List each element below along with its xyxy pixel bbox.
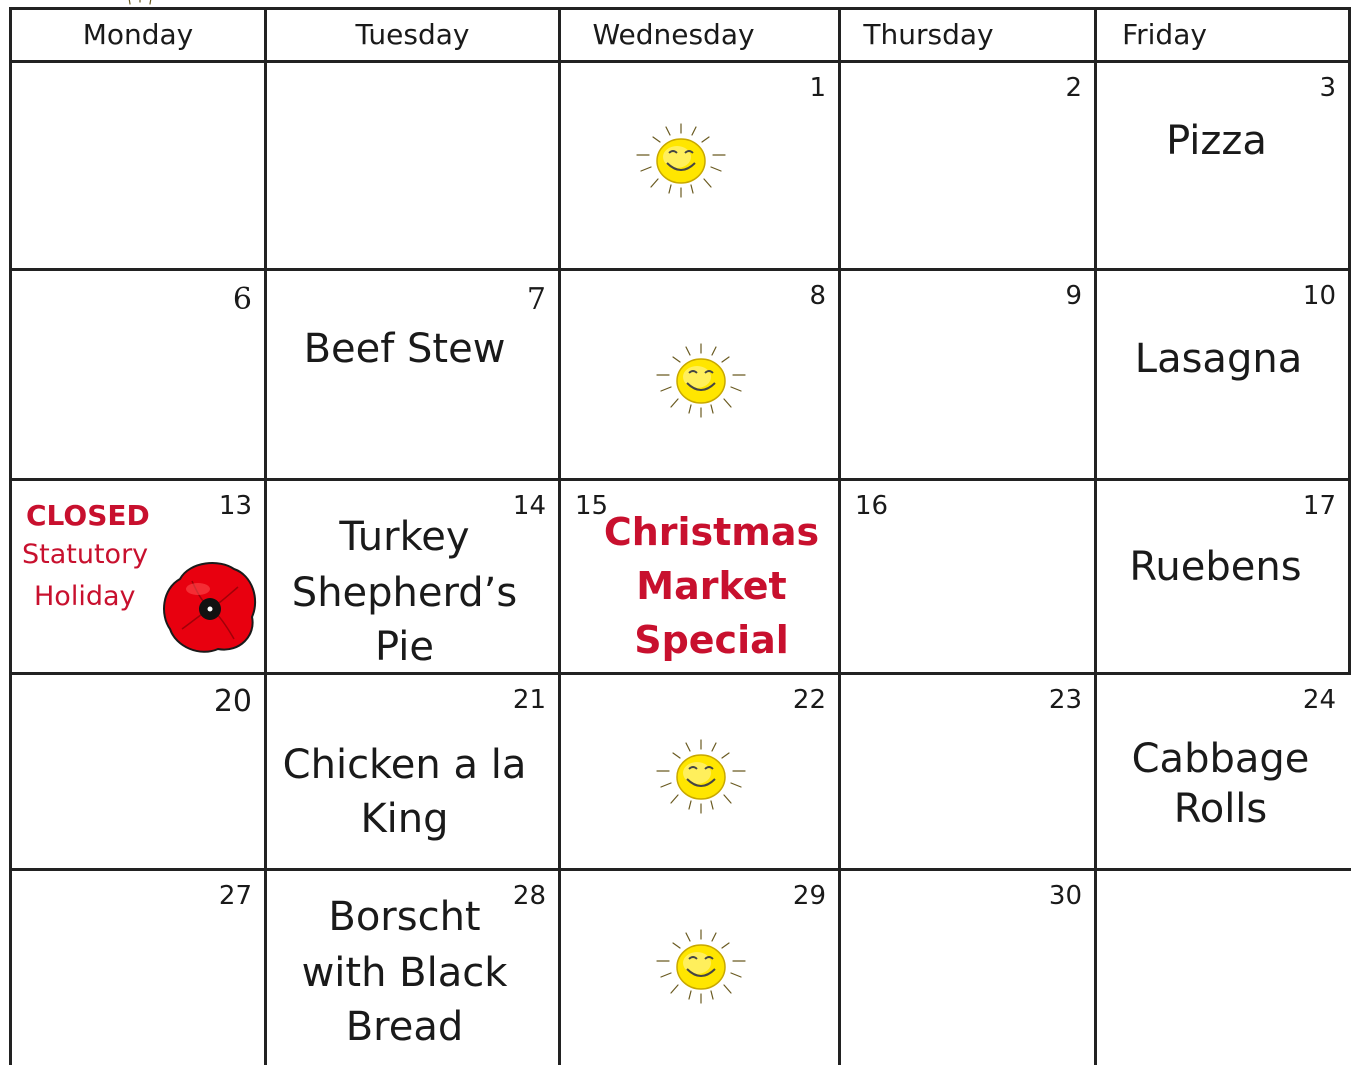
date-number: 6 bbox=[232, 282, 252, 317]
day-cell-thu-30 bbox=[841, 871, 1094, 1065]
dish-line: Bread bbox=[345, 1004, 464, 1050]
date-number: 17 bbox=[1302, 491, 1336, 521]
date-number: 9 bbox=[1065, 281, 1082, 311]
day-cell-fri-3 bbox=[1097, 63, 1348, 268]
date-number: 20 bbox=[213, 684, 252, 719]
date-number: 15 bbox=[575, 491, 609, 521]
date-number: 10 bbox=[1302, 281, 1336, 311]
dish-label: Pizza bbox=[1166, 118, 1267, 164]
date-number: 24 bbox=[1302, 685, 1336, 715]
day-cell-thu-2 bbox=[841, 63, 1094, 268]
dish-label: Beef Stew bbox=[303, 326, 506, 372]
date-number: 16 bbox=[855, 491, 889, 521]
closed-label: CLOSED bbox=[26, 499, 150, 532]
dish-line: Shepherd’s bbox=[291, 570, 518, 616]
day-cell-tue-7 bbox=[267, 271, 558, 478]
day-cell-thu-16 bbox=[841, 481, 1094, 672]
dish-line: Cabbage bbox=[1131, 736, 1310, 782]
statutory-label: Statutory bbox=[22, 539, 149, 570]
day-cell-wed-1 bbox=[561, 63, 838, 268]
dish-line: King bbox=[360, 796, 449, 842]
date-number: 30 bbox=[1048, 881, 1082, 911]
date-number: 3 bbox=[1319, 73, 1336, 103]
date-number: 27 bbox=[218, 881, 252, 911]
day-cell-wed-15 bbox=[561, 481, 838, 672]
day-cell-fri-empty bbox=[1097, 871, 1348, 1065]
day-cell-mon-13 bbox=[12, 481, 264, 672]
header-thursday: Thursday bbox=[863, 18, 994, 51]
header-monday: Monday bbox=[82, 18, 194, 51]
date-number: 1 bbox=[809, 73, 826, 103]
date-number: 2 bbox=[1065, 73, 1082, 103]
date-number: 13 bbox=[218, 491, 252, 521]
day-cell-wed-22 bbox=[561, 675, 838, 868]
day-cell-thu-9 bbox=[841, 271, 1094, 478]
header-tuesday: Tuesday bbox=[355, 18, 470, 51]
date-number: 8 bbox=[809, 281, 826, 311]
date-number: 28 bbox=[512, 881, 546, 911]
day-cell-wed-29 bbox=[561, 871, 838, 1065]
header-wednesday: Wednesday bbox=[592, 18, 755, 51]
date-number: 7 bbox=[526, 282, 546, 317]
smiling-sun-icon bbox=[651, 737, 751, 817]
day-cell-thu-23 bbox=[841, 675, 1094, 868]
date-number: 14 bbox=[512, 491, 546, 521]
day-cell-tue-21 bbox=[267, 675, 558, 868]
date-number: 21 bbox=[512, 685, 546, 715]
smiling-sun-icon bbox=[651, 341, 751, 421]
grid-line-right bbox=[1348, 7, 1351, 675]
dish-label: Lasagna bbox=[1134, 336, 1303, 382]
smiling-sun-icon bbox=[631, 121, 731, 201]
special-line: Market bbox=[636, 564, 787, 608]
date-number: 22 bbox=[792, 685, 826, 715]
day-cell-fri-17 bbox=[1097, 481, 1348, 672]
day-cell-mon-20 bbox=[12, 675, 264, 868]
smiling-sun-icon bbox=[651, 927, 751, 1007]
date-number: 29 bbox=[792, 881, 826, 911]
header-friday: Friday bbox=[1122, 18, 1207, 51]
dish-line: Chicken a la bbox=[282, 742, 527, 788]
day-cell-fri-24 bbox=[1097, 675, 1348, 868]
special-line: Special bbox=[634, 618, 789, 662]
day-cell-mon-27 bbox=[12, 871, 264, 1065]
day-cell-tue-14 bbox=[267, 481, 558, 672]
day-cell-mon-6 bbox=[12, 271, 264, 478]
day-cell-wed-8 bbox=[561, 271, 838, 478]
holiday-label: Holiday bbox=[34, 581, 136, 612]
dish-line: Borscht bbox=[328, 894, 481, 940]
day-cell-fri-10 bbox=[1097, 271, 1348, 478]
date-number: 23 bbox=[1048, 685, 1082, 715]
dish-line: Turkey bbox=[339, 514, 470, 560]
dish-line: Rolls bbox=[1173, 786, 1268, 832]
poppy-icon bbox=[160, 559, 260, 655]
special-line: Christmas bbox=[603, 510, 820, 554]
day-cell-tue-28 bbox=[267, 871, 558, 1065]
dish-line: with Black bbox=[301, 950, 508, 996]
dish-line: Pie bbox=[375, 624, 434, 670]
dish-label: Ruebens bbox=[1129, 544, 1302, 590]
